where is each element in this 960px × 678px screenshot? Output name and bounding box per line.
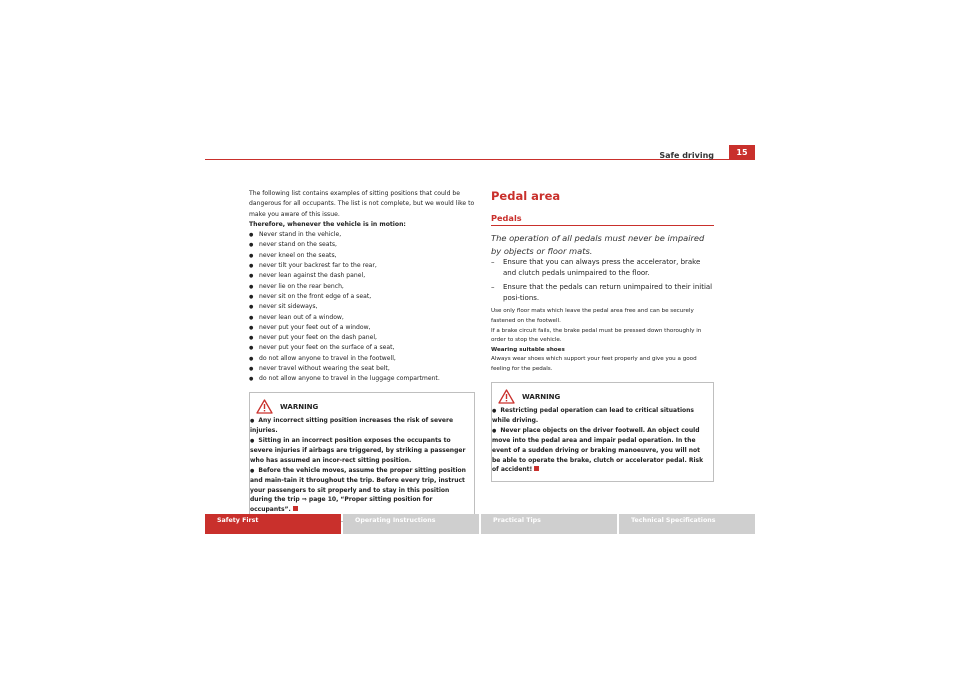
list-item: ● never stand on the seats,	[249, 240, 475, 250]
list-item: ● never lean out of a window,	[249, 313, 475, 323]
warning-list	[250, 416, 468, 515]
warning-item	[250, 466, 468, 515]
warning-header	[250, 397, 468, 416]
list-item: ● never kneel on the seats,	[249, 251, 475, 261]
shoes-paragraph: Always wear shoes which support your feet properly and give you a good feeling for the pedals.	[491, 356, 697, 372]
page-header-title: Safe driving	[659, 151, 714, 160]
warning-list	[492, 406, 707, 475]
list-item: ● never sit on the front edge of a seat,	[249, 292, 475, 302]
warning-box-sitting	[249, 392, 475, 522]
warning-header	[492, 387, 707, 406]
warning-box-pedals	[491, 382, 714, 482]
sitting-position-list	[249, 230, 475, 384]
list-item: ● never put your feet on the surface of a seat,	[249, 343, 475, 353]
warning-text: Never place objects on the driver footwell. An object could move into the pedal area and impair pedal operation. In the event of a sudden driving or braking manoeuvre, you will not be able to operate the brake, clutch or accelerator pedal. Risk of accident!	[492, 426, 704, 474]
lead-text: The operation of all pedals must never be impaired by objects or floor mats.	[491, 233, 705, 256]
right-column	[491, 189, 714, 482]
shoes-heading: Wearing suitable shoes	[491, 346, 565, 353]
bullet-icon: ●	[492, 427, 497, 434]
therefore-heading: Therefore, whenever the vehicle is in motion:	[249, 220, 406, 228]
warning-text: Any incorrect sitting position increases the risk of severe injuries.	[250, 416, 454, 435]
list-item: ● never travel without wearing the seat belt,	[249, 364, 475, 374]
bullet-icon: ●	[250, 467, 255, 474]
left-column	[249, 189, 475, 522]
list-item: ● never put your feet out of a window,	[249, 323, 475, 333]
steps-list	[491, 257, 714, 303]
subsection-title: Pedals	[491, 213, 714, 226]
list-item: ● never lie on the rear bench,	[249, 282, 475, 292]
intro-paragraph: The following list contains examples of sitting positions that could be dangerous for all occupants. The list is not complete, but we would like to make you aware of this issue.	[249, 190, 475, 218]
warning-triangle-icon	[498, 389, 515, 404]
footer-tab-practical-tips[interactable]: Practical Tips	[481, 514, 617, 534]
section-title: Pedal area	[491, 189, 561, 203]
list-item: ● never sit sideways,	[249, 302, 475, 312]
list-item: ● do not allow anyone to travel in the footwell,	[249, 354, 475, 364]
list-item: ● never put your feet on the dash panel,	[249, 333, 475, 343]
footer-tab-technical-specifications[interactable]: Technical Specifications	[619, 514, 755, 534]
warning-text: Before the vehicle moves, assume the proper sitting position and main-tain it throughout the trip. Before every trip, instruct your passengers to sit properly and to stay in this position during the trip ⇒ page 10, “Proper sitting position for occupants”.	[250, 466, 466, 513]
warning-text: Restricting pedal operation can lead to critical situations while driving.	[492, 406, 694, 425]
section-end-icon	[293, 506, 298, 511]
warning-item	[492, 426, 707, 475]
page-number: 15	[729, 145, 755, 160]
list-item: ● never lean against the dash panel,	[249, 271, 475, 281]
warning-item	[492, 406, 707, 426]
list-item: ● never tilt your backrest far to the rear,	[249, 261, 475, 271]
list-item: ● do not allow anyone to travel in the luggage compartment.	[249, 374, 475, 384]
bullet-icon: ●	[250, 437, 255, 444]
step-item: – Ensure that the pedals can return unimpaired to their initial posi-tions.	[491, 282, 714, 303]
warning-label: WARNING	[280, 402, 319, 411]
footer-tab-safety-first[interactable]: Safety First	[205, 514, 341, 534]
bullet-icon: ●	[492, 407, 497, 414]
warning-text: Sitting in an incorrect position exposes the occupants to severe injuries if airbags are triggered, by striking a passenger who has assumed an incor-rect sitting position.	[250, 436, 466, 465]
list-item: ● Never stand in the vehicle,	[249, 230, 475, 240]
warning-triangle-icon	[256, 399, 273, 414]
warning-item	[250, 436, 468, 466]
section-end-icon	[534, 466, 539, 471]
floor-mats-paragraph: Use only floor mats which leave the pedal area free and can be securely fastened on the footwell.	[491, 308, 694, 324]
bullet-icon: ●	[250, 417, 255, 424]
warning-item	[250, 416, 468, 436]
step-item: – Ensure that you can always press the accelerator, brake and clutch pedals unimpaired to the floor.	[491, 257, 714, 278]
warning-label: WARNING	[522, 392, 561, 401]
footer-tab-operating-instructions[interactable]: Operating Instructions	[343, 514, 479, 534]
brake-circuit-paragraph: If a brake circuit fails, the brake pedal must be pressed down thoroughly in order to stop the vehicle.	[491, 327, 702, 344]
